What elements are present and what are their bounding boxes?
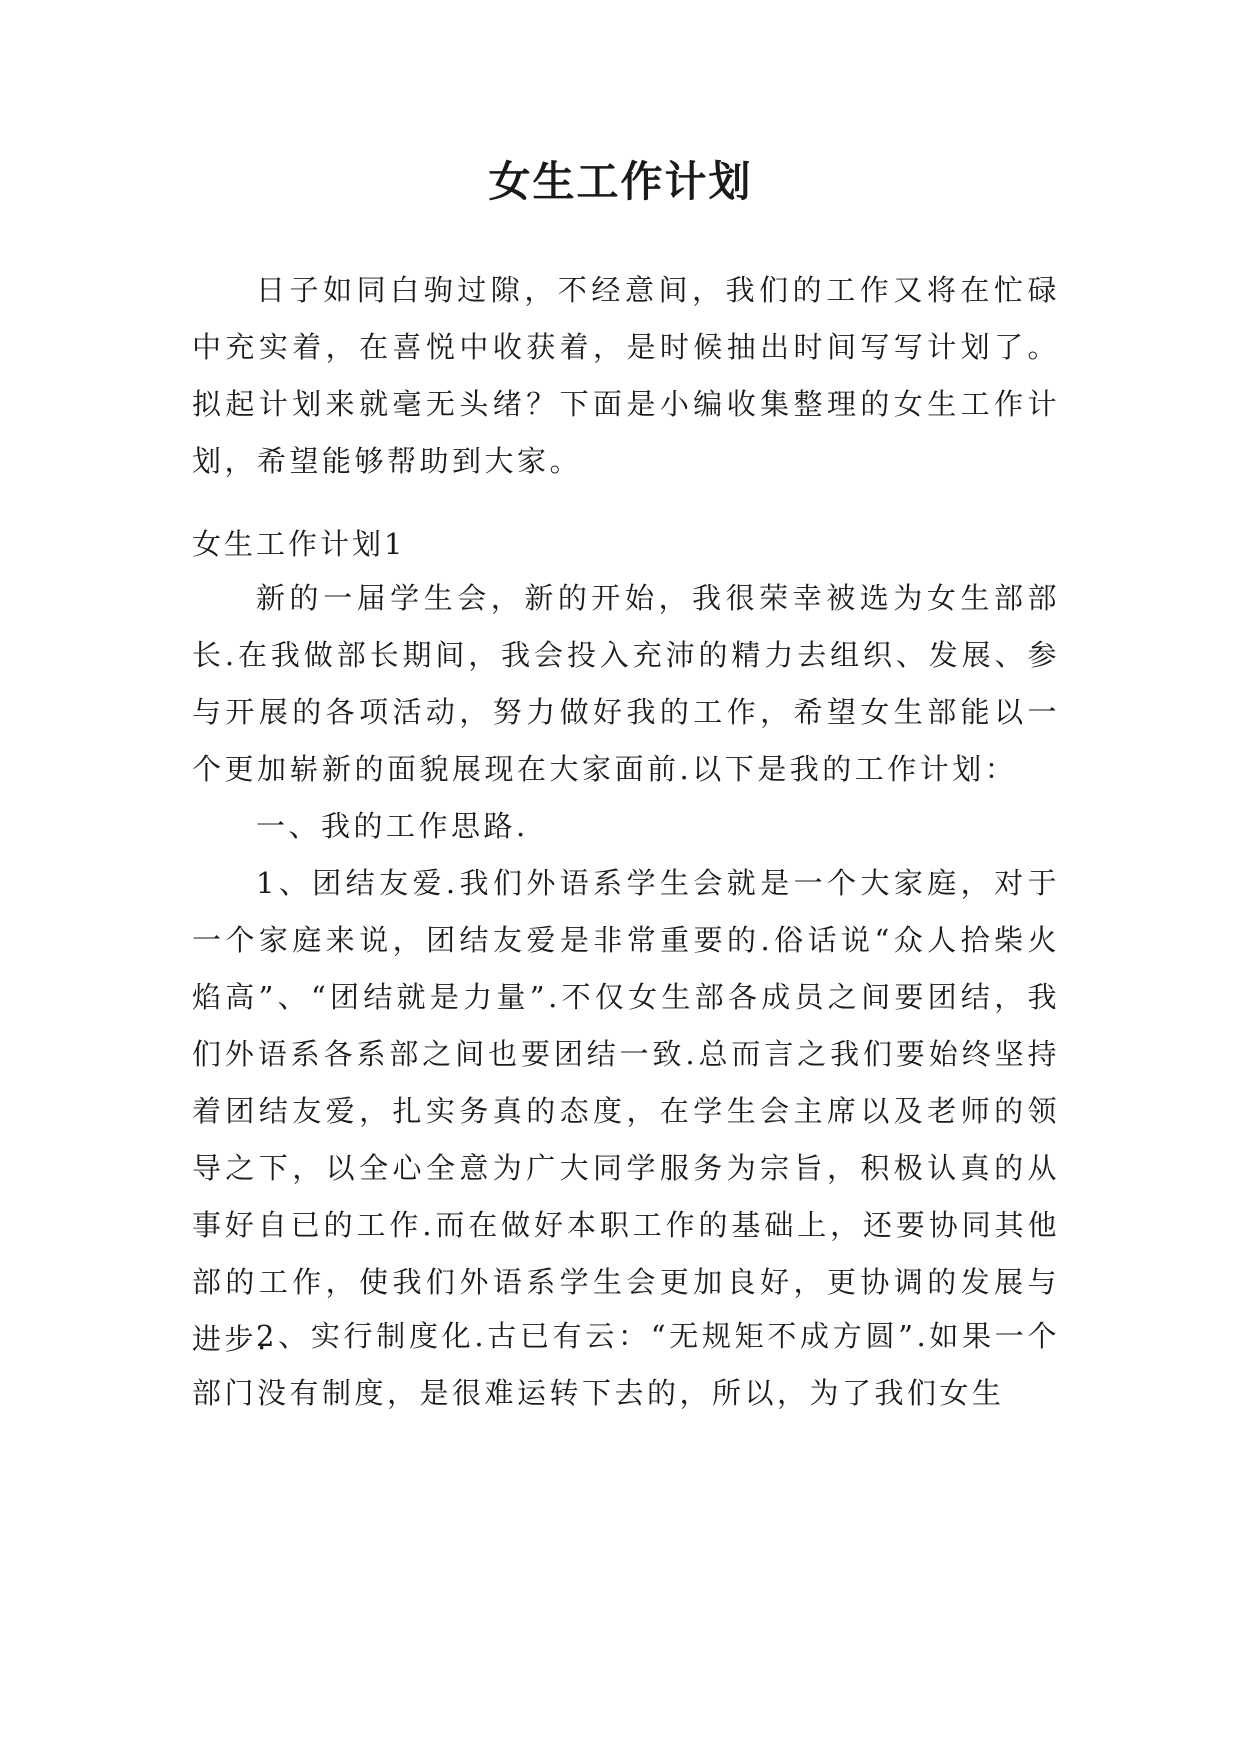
document-title: 女生工作计划	[488, 157, 753, 206]
section-paragraph-3: 1、团结友爱.我们外语系学生会就是一个大家庭，对于一个家庭来说，团结友爱是非常重要的.俗话说“众人拾柴火焰高”、“团结就是力量”.不仅女生部各成员之间要团结，我们外语系各系部之间也要团结一致.总而言之我们要始终坚持着团结友爱，扎实务真的态度，在学生会主席以及老师的领导之下，以全心全意为广大同学服务为宗旨，积极认真的从事好自已的工作.而在做好本职工作的基础上，还要协同其他部的工作，使我们外语系学生会更加良好，更协调的发展与进步.	[192, 866, 1060, 1356]
section-paragraph-4: 2、实行制度化.古已有云：“无规矩不成方圆”.如果一个部门没有制度，是很难运转下去的，所以，为了我们女生	[192, 1319, 1060, 1410]
section-paragraph-2: 一、我的工作思路.	[256, 809, 529, 843]
section-paragraph-1: 新的一届学生会，新的开始，我很荣幸被选为女生部部长.在我做部长期间，我会投入充沛的精力去组织、发展、参与开展的各项活动，努力做好我的工作，希望女生部能以一个更加崭新的面貌展现在大家面前.以下是我的工作计划：	[192, 581, 1060, 786]
intro-paragraph: 日子如同白驹过隙，不经意间，我们的工作又将在忙碌中充实着，在喜悦中收获着，是时候抽出时间写写计划了。拟起计划来就毫无头绪？下面是小编收集整理的女生工作计划，希望能够帮助到大家。	[192, 273, 1060, 478]
section-heading: 女生工作计划1	[192, 527, 406, 561]
